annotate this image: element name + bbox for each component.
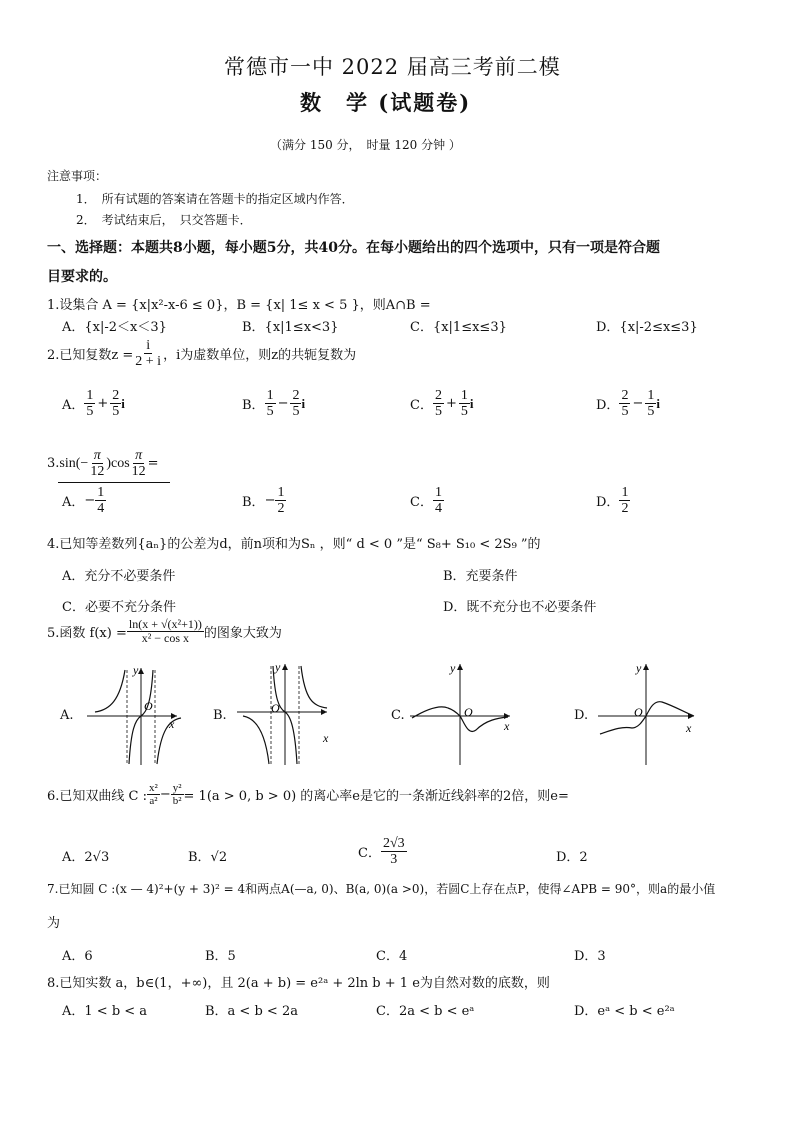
frac-den: 5 [434, 404, 442, 419]
frac-den: 2 [277, 501, 285, 516]
fraction [459, 388, 470, 419]
q2-option-c [410, 388, 473, 419]
frac-den: 12 [131, 464, 146, 479]
fraction [433, 485, 444, 516]
q4-stem: 4.已知等差数列{aₙ}的公差为d，前n项和为Sₙ ，则“ d < 0 ”是“ S₈+ S₁₀ < 2S₉ ”的 [47, 537, 541, 552]
q6-option-a: A．2√3 [62, 850, 110, 865]
q2-stem-suffix: ，i为虚数单位，则z的共轭复数为 [163, 348, 357, 363]
q7-option-b: B．5 [205, 949, 236, 964]
frac-den: 4 [434, 501, 442, 516]
imag-unit: i [656, 395, 660, 411]
frac-num: 2 [621, 388, 629, 403]
q3-underline [58, 482, 170, 483]
fraction [275, 485, 286, 516]
frac-num: 1 [266, 388, 274, 403]
q5-graph-d [596, 660, 702, 768]
q5-label-a: A. [60, 708, 74, 723]
frac-num: 2 [434, 388, 442, 403]
q2-frac-den: 2 + i [135, 354, 162, 369]
frac-num: y² [172, 782, 182, 794]
fraction [95, 485, 106, 516]
sign: − [159, 787, 171, 802]
fraction [619, 485, 630, 516]
frac-num: x² [149, 782, 158, 794]
q6-stem-prefix: 6.已知双曲线 C : [47, 789, 147, 804]
q4-option-d: D．既不充分也不必要条件 [443, 600, 597, 615]
q5-label-b: B. [213, 708, 227, 723]
q5-label-d: D. [574, 708, 589, 723]
section-heading: 一、选择题：本题共8小题，每小题5分，共40分。在每小题给出的四个选项中，只有一项是符合题 [47, 240, 660, 256]
frac-den: 5 [86, 404, 94, 419]
note-item: 2． 考试结束后， 只交答题卡． [76, 213, 252, 227]
q7-option-d: D．3 [574, 949, 606, 964]
q1-stem: 1.设集合 A = {x|x²-x-6 ≤ 0}，B = {x| 1≤ x < 5 }，则A∩B = [47, 298, 431, 313]
option-label: A． [62, 398, 85, 413]
q3-stem [47, 448, 159, 479]
sign: + [97, 396, 109, 411]
section-heading-cont: 目要求的。 [47, 269, 117, 285]
fraction [84, 388, 95, 419]
q2-option-d [596, 388, 660, 419]
q7-stem-cont: 为 [47, 916, 61, 931]
q1-option-b: B．{x|1≤x<3} [242, 320, 339, 335]
q7-stem: 7.已知圆 C :(x — 4)²+(y + 3)² = 4和两点A(—a, 0)、B(a, 0)(a >0)，若圆C上存在点P，使得∠APB = 90°，则a的最小值 [47, 882, 716, 896]
frac-num: ln(x + √(x²+1)) [128, 617, 202, 631]
origin-label: O [144, 699, 153, 713]
origin-label: O [464, 705, 473, 719]
q3-option-a [62, 485, 106, 516]
option-label: D． [596, 398, 620, 413]
q6-stem [47, 782, 569, 807]
fraction [381, 836, 407, 867]
note-item: 1． 所有试题的答案请在答题卡的指定区域内作答． [76, 192, 354, 206]
origin-label: O [634, 705, 643, 719]
q2-option-a [62, 388, 125, 419]
q2-fraction [133, 338, 163, 369]
frac-num: 2 [112, 388, 120, 403]
q5-stem-suffix: 的图象大致为 [203, 626, 282, 641]
sign: − [264, 493, 276, 508]
q8-option-d: D．eᵃ < b < e²ᵃ [574, 1004, 675, 1019]
q5-label-c: C. [391, 708, 405, 723]
exam-title: 常德市一中 2022 届高三考前二模 [224, 55, 561, 79]
q4-option-a: A．充分不必要条件 [62, 569, 176, 584]
frac-num: 1 [277, 485, 285, 500]
q5-graph-b [235, 660, 335, 768]
fraction [265, 388, 276, 419]
q5-graph-a [85, 660, 185, 768]
q8-stem: 8.已知实数 a，b∈(1，+∞)，且 2(a + b) = e²ᵃ + 2ln b + 1 e为自然对数的底数，则 [47, 976, 550, 991]
q6-option-b: B．√2 [188, 850, 228, 865]
frac-den: b² [172, 795, 182, 807]
frac-den: 3 [390, 852, 398, 867]
q7-option-c: C．4 [376, 949, 408, 964]
q8-option-a: A．1 < b < a [62, 1004, 148, 1019]
q1-option-a: A．{x|-2＜x＜3} [62, 320, 167, 335]
q3-option-c [410, 485, 444, 516]
q6-stem-suffix: = 1(a > 0, b > 0) 的离心率e是它的一条渐近线斜率的2倍，则e= [183, 789, 569, 804]
q3-option-d [596, 485, 630, 516]
option-label: A． [62, 495, 85, 510]
frac-den: x² − cos x [141, 631, 190, 645]
q6-option-c [358, 836, 407, 867]
q4-option-c: C．必要不充分条件 [62, 600, 176, 615]
notes-heading: 注意事项： [47, 169, 108, 183]
frac-num: 1 [97, 485, 105, 500]
option-label: C． [358, 846, 381, 861]
frac-den: 5 [647, 404, 655, 419]
q2-stem-prefix: 2.已知复数z = [47, 348, 134, 363]
option-label: C． [410, 398, 433, 413]
fraction [619, 388, 630, 419]
y-axis-label: y [636, 661, 642, 675]
q2-stem [47, 338, 356, 369]
frac-den: 5 [292, 404, 300, 419]
fraction [110, 388, 121, 419]
option-label: B． [242, 398, 265, 413]
q3-option-b [242, 485, 286, 516]
q3-number: 3. [47, 456, 60, 471]
sign: − [632, 396, 644, 411]
q5-stem [47, 618, 282, 645]
frac-num: 1 [621, 485, 629, 500]
sign: − [277, 396, 289, 411]
q1-option-c: C．{x|1≤x≤3} [410, 320, 507, 335]
frac-num: π [135, 448, 143, 463]
origin-label: O [271, 701, 280, 715]
option-label: B． [242, 495, 265, 510]
frac-num: 1 [86, 388, 94, 403]
frac-den: 12 [90, 464, 105, 479]
frac-num: 1 [434, 485, 442, 500]
q3-frac-pi12 [130, 448, 148, 479]
subject-title: 数 学 (试题卷) [300, 90, 472, 115]
q2-frac-num: i [146, 338, 151, 353]
q3-cos: )cos [106, 455, 130, 471]
q8-option-c: C．2a < b < eᵃ [376, 1004, 475, 1019]
imag-unit: i [301, 395, 306, 411]
q7-option-a: A．6 [62, 949, 93, 964]
frac-den: 2 [621, 501, 629, 516]
frac-den: 5 [460, 404, 468, 419]
q3-sin: sin(− [59, 455, 89, 471]
y-axis-label: y [450, 661, 456, 675]
frac-den: 5 [621, 404, 629, 419]
exam-info: （满分 150 分， 时量 120 分钟 ） [270, 138, 461, 152]
fraction [290, 388, 301, 419]
x-axis-label: x [323, 731, 329, 745]
fraction [433, 388, 444, 419]
frac-num: 2 [292, 388, 300, 403]
q2-option-b [242, 388, 305, 419]
frac-den: 5 [112, 404, 120, 419]
y-axis-label: y [133, 663, 139, 677]
frac-num: 2√3 [382, 836, 405, 851]
q5-graph-c [408, 660, 518, 768]
frac-num: 1 [647, 388, 655, 403]
fraction [645, 388, 656, 419]
option-label: D． [596, 495, 620, 510]
y-axis-label: y [275, 660, 281, 674]
imag-unit: i [469, 395, 474, 411]
x-axis-label: x [169, 717, 175, 731]
q8-option-b: B．a < b < 2a [205, 1004, 298, 1019]
sign: − [84, 493, 96, 508]
option-label: C． [410, 495, 433, 510]
frac-den: 5 [266, 404, 274, 419]
q6-option-d: D．2 [556, 850, 588, 865]
fraction [171, 782, 184, 807]
frac-num: π [93, 448, 101, 463]
q5-fraction [127, 618, 204, 645]
q3-equals: = [147, 456, 159, 471]
frac-num: 1 [460, 388, 468, 403]
imag-unit: i [121, 395, 125, 411]
frac-den: a² [149, 795, 158, 807]
q4-option-b: B．充要条件 [443, 569, 518, 584]
frac-den: 4 [97, 501, 105, 516]
sign: + [445, 396, 457, 411]
q5-stem-prefix: 5.函数 f(x) = [47, 626, 127, 641]
q3-frac-pi12 [88, 448, 106, 479]
x-axis-label: x [504, 719, 510, 733]
fraction [147, 782, 160, 807]
q1-option-d: D．{x|-2≤x≤3} [596, 320, 698, 335]
x-axis-label: x [686, 721, 692, 735]
